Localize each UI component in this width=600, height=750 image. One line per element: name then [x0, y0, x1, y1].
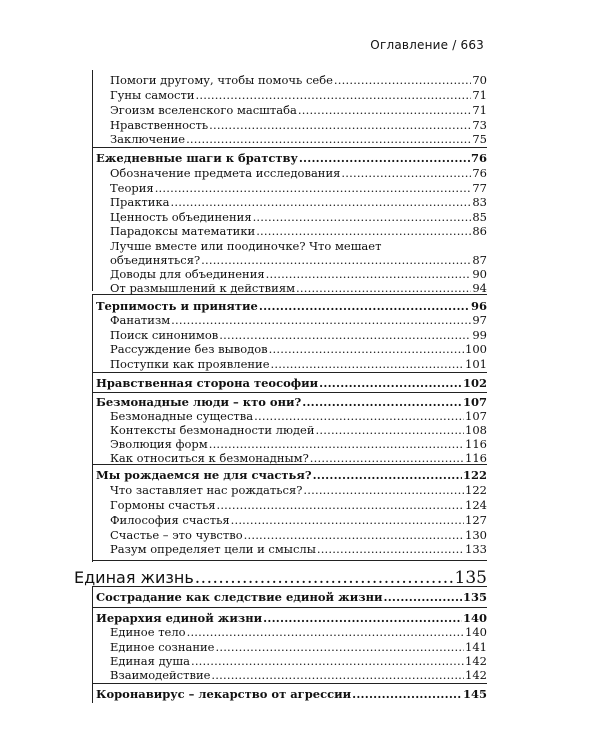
toc-section-entry[interactable]: Коронавирус – лекарство от агрессии ..... 145 [96, 687, 487, 701]
toc-entry[interactable]: Рассуждение без выводов ..... 100 [110, 342, 487, 356]
toc-entry[interactable]: От размышлений к действиям ..... 94 [110, 281, 487, 295]
toc-entry[interactable]: Фанатизм ..... 97 [110, 313, 487, 327]
toc-entry[interactable]: Единое сознание ..... 141 [110, 640, 487, 654]
toc-entry[interactable]: Как относиться к безмонадным? ..... 116 [110, 451, 487, 465]
toc-entry[interactable]: Доводы для объединения ..... 90 [110, 267, 487, 281]
toc-entry[interactable]: Поиск синонимов ..... 99 [110, 328, 487, 342]
toc-section-entry[interactable]: Сострадание как следствие единой жизни ..... 135 [96, 590, 487, 604]
toc-section-entry[interactable]: Безмонадные люди – кто они? ..... 107 [96, 395, 487, 409]
group-rule [92, 147, 93, 291]
toc-entry[interactable]: Заключение ..... 75 [110, 132, 487, 146]
toc-entry[interactable]: Эгоизм вселенского масштаба ..... 71 [110, 103, 487, 117]
toc-entry[interactable]: Что заставляет нас рождаться? ..... 122 [110, 483, 487, 497]
toc-entry[interactable]: Счастье – это чувство ..... 130 [110, 528, 487, 542]
toc-entry[interactable]: Поступки как проявление ..... 101 [110, 357, 487, 371]
separator [92, 607, 487, 608]
toc-section-entry[interactable]: Ежедневные шаги к братству ..... 76 [96, 151, 487, 165]
toc-entry[interactable]: Контексты безмонадности людей ..... 108 [110, 423, 487, 437]
separator [92, 560, 487, 561]
toc-entry[interactable]: Эволюция форм ..... 116 [110, 437, 487, 451]
toc-entry[interactable]: Нравственность ..... 73 [110, 118, 487, 132]
separator [92, 372, 487, 373]
toc-entry-line[interactable]: Лучше вместе или поодиночке? Что мешает [110, 239, 382, 253]
running-head: Оглавление / 663 [370, 38, 484, 52]
toc-entry[interactable]: Единое тело ..... 140 [110, 625, 487, 639]
toc-entry[interactable]: Обозначение предмета исследования ..... 76 [110, 166, 487, 180]
group-rule [92, 70, 93, 147]
toc-part-entry[interactable]: Единая жизнь ..... 135 [74, 568, 487, 588]
toc-section-entry[interactable]: Иерархия единой жизни ..... 140 [96, 611, 487, 625]
toc-entry[interactable]: Единая душа ..... 142 [110, 654, 487, 668]
group-rule [92, 392, 93, 464]
toc-entry[interactable]: Гормоны счастья ..... 124 [110, 498, 487, 512]
toc-section-entry[interactable]: Нравственная сторона теософии ..... 102 [96, 376, 487, 390]
separator [92, 464, 487, 465]
toc-section-entry[interactable]: Терпимость и принятие ..... 96 [96, 299, 487, 313]
group-rule [92, 464, 93, 562]
toc-entry[interactable]: Гуны самости ..... 71 [110, 88, 487, 102]
toc-section-entry[interactable]: Мы рождаемся не для счастья? ..... 122 [96, 468, 487, 482]
toc-entry[interactable]: Взаимодействие ..... 142 [110, 668, 487, 682]
group-rule [92, 294, 93, 372]
toc-entry[interactable]: Ценность объединения ..... 85 [110, 210, 487, 224]
group-rule [92, 683, 93, 703]
toc-entry[interactable]: объединяться? ..... 87 [110, 253, 487, 267]
group-rule [92, 586, 93, 607]
separator [92, 147, 487, 148]
separator [92, 586, 487, 587]
separator [92, 294, 487, 295]
toc-entry[interactable]: Практика ..... 83 [110, 195, 487, 209]
toc-entry[interactable]: Парадоксы математики ..... 86 [110, 224, 487, 238]
toc-entry[interactable]: Безмонадные существа ..... 107 [110, 409, 487, 423]
separator [92, 683, 487, 684]
toc-entry[interactable]: Теория ..... 77 [110, 181, 487, 195]
toc-entry[interactable]: Философия счастья ..... 127 [110, 513, 487, 527]
group-rule [92, 607, 93, 683]
group-rule [92, 372, 93, 392]
separator [92, 392, 487, 393]
toc-entry[interactable]: Помоги другому, чтобы помочь себе ..... 70 [110, 73, 487, 87]
toc-entry[interactable]: Разум определяет цели и смыслы ..... 133 [110, 542, 487, 556]
